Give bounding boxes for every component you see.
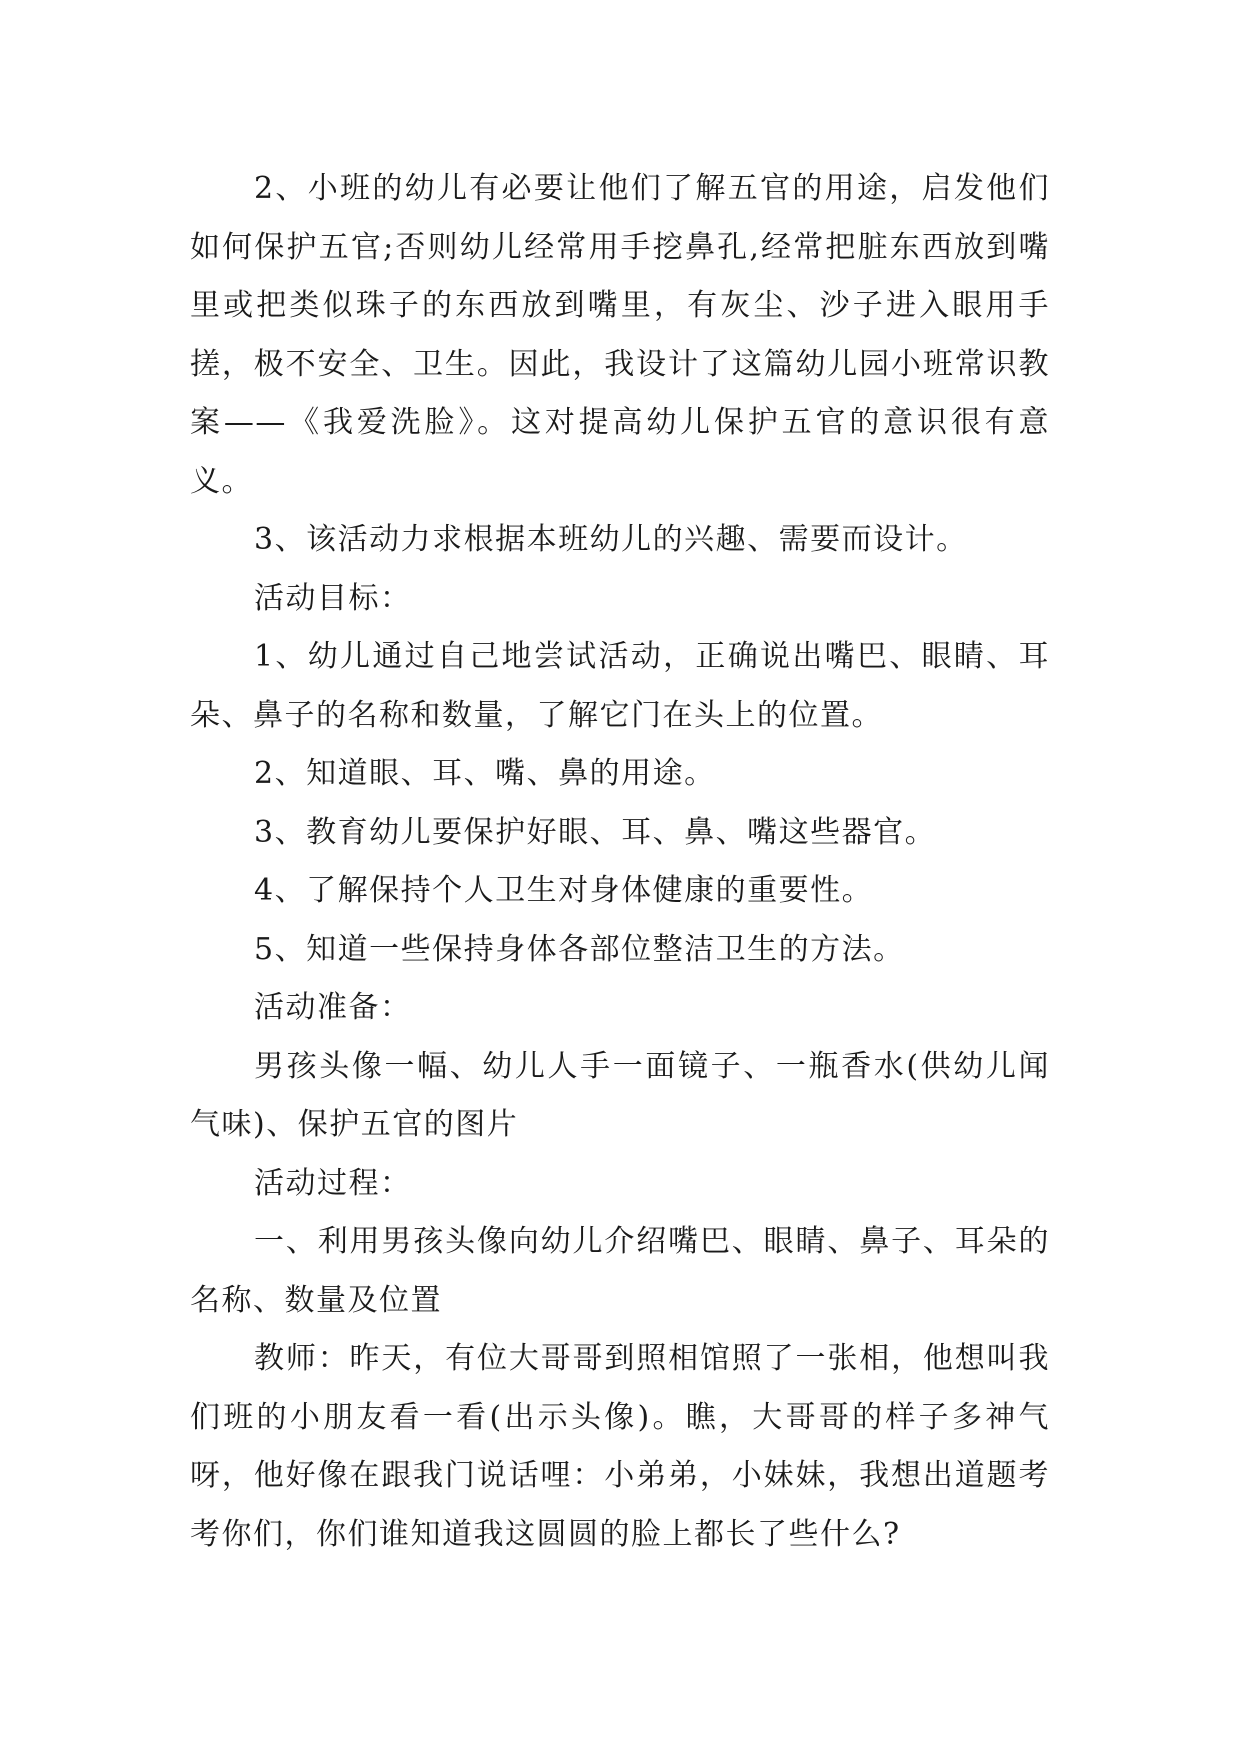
goal-item-4: 4、了解保持个人卫生对身体健康的重要性。 (254, 873, 874, 908)
preparation-list: 男孩头像一幅、幼儿人手一面镜子、一瓶香水(供幼儿闻气味)、保护五官的图片 (190, 1048, 1050, 1142)
heading-activity-goals: 活动目标： (254, 580, 412, 616)
goal-item-2: 2、知道眼、耳、嘴、鼻的用途。 (254, 756, 716, 791)
heading-activity-process: 活动过程： (254, 1165, 412, 1201)
process-step-1: 一、利用男孩头像向幼儿介绍嘴巴、眼睛、鼻子、耳朵的名称、数量及位置 (190, 1224, 1050, 1318)
goal-item-1: 1、幼儿通过自己地尝试活动，正确说出嘴巴、眼睛、耳朵、鼻子的名称和数量，了解它门在头上的位置。 (190, 639, 1050, 733)
teacher-dialogue: 教师：昨天，有位大哥哥到照相馆照了一张相，他想叫我们班的小朋友看一看(出示头像)。瞧，大哥哥的样子多神气呀，他好像在跟我门说话哩：小弟弟，小妹妹，我想出道题考考你们，你们谁知道我这圆圆的脸上都长了些什么? (190, 1341, 1050, 1552)
paragraph-design: 3、该活动力求根据本班幼儿的兴趣、需要而设计。 (254, 522, 968, 557)
heading-activity-preparation: 活动准备： (254, 990, 412, 1025)
goal-item-3: 3、教育幼儿要保护好眼、耳、鼻、嘴这些器官。 (254, 814, 937, 850)
document-page (190, 160, 1050, 1564)
goal-item-5: 5、知道一些保持身体各部位整洁卫生的方法。 (254, 931, 905, 967)
paragraph-purpose: 2、小班的幼儿有必要让他们了解五官的用途，启发他们如何保护五官;否则幼儿经常用手挖鼻孔,经常把脏东西放到嘴里或把类似珠子的东西放到嘴里，有灰尘、沙子进入眼用手搓，极不安全、卫生。因此，我设计了这篇幼儿园小班常识教案——《我爱洗脸》。这对提高幼儿保护五官的意识很有意义。 (190, 171, 1050, 499)
